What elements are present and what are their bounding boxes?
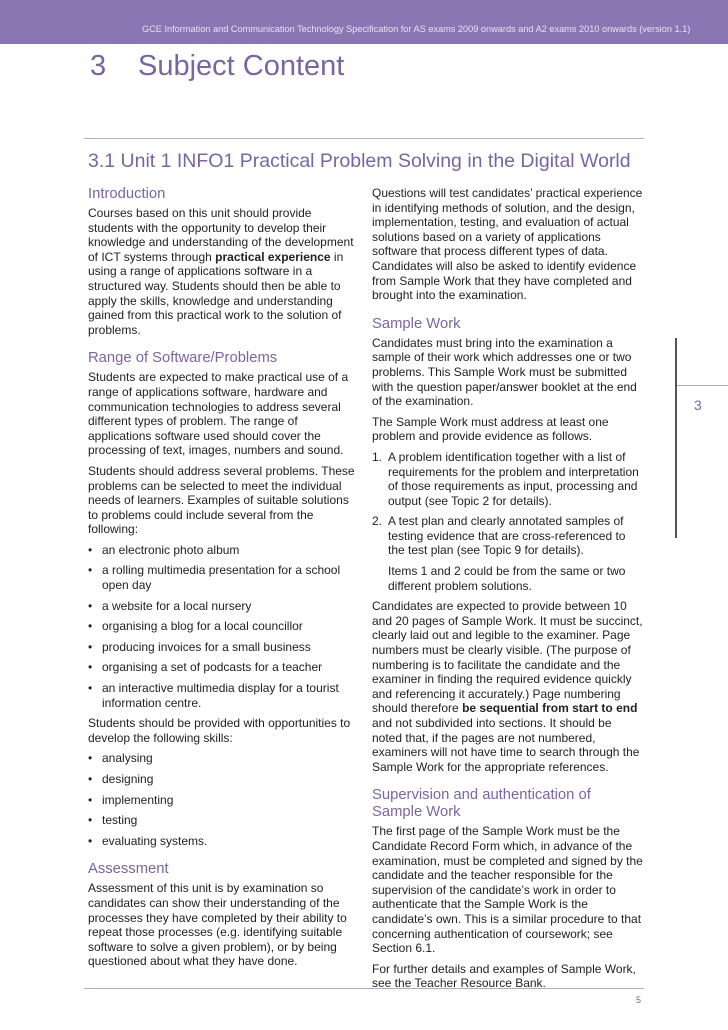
- sample-paragraph-1: Candidates must bring into the examination a sample of their work which addresses one or two problems. This Sample Work must be submitted with the question paper/answer booklet at the end of the examination.: [372, 335, 637, 409]
- section-divider: [84, 138, 644, 139]
- questions-paragraph: Questions will test candidates’ practical experience in identifying methods of solution, and the design, implementation, testing, and evaluation of actual solutions based on a variety of applications software that process different types of data. Candidates will also be asked to identify evidence from Sample Work that they have completed and brought into the examination.: [372, 186, 643, 303]
- list-item: • analysing: [88, 751, 360, 766]
- item-number: 2.: [372, 514, 383, 529]
- pages-bold: be sequential from start to end: [462, 701, 638, 716]
- side-tab-divider: [677, 385, 728, 386]
- range-paragraph-1: Students are expected to make practical use of a range of applications software, hardware and communication technologies to address several different types of problem. The range of applications software used should cover the processing of text, images, numbers and sound.: [88, 370, 349, 458]
- chapter-heading: [90, 50, 344, 83]
- list-item: • evaluating systems.: [88, 834, 360, 849]
- list-item: • an electronic photo album: [88, 543, 360, 558]
- sample-work-heading: Sample Work: [372, 315, 461, 332]
- item-number: 1.: [372, 449, 383, 464]
- supervision-paragraph-1: The first page of the Sample Work must be the Candidate Record Form which, in advance of the examination, must be completed and signed by the candidate and the teacher responsible for the supervision of the candidate’s work in order to authenticate that the Sample Work is the candidate’s own. This is a similar procedure to that concerning authentication of coursework; see Section 6.1.: [372, 824, 643, 956]
- chapter-title: Subject Content: [138, 50, 345, 82]
- chapter-number: 3: [90, 50, 107, 82]
- item-text: A test plan and clearly annotated samples of testing evidence that are cross-referenced to the test plan (see Topic 9 for details).: [388, 514, 626, 558]
- list-item: • producing invoices for a small business: [88, 640, 360, 655]
- list-item: • organising a set of podcasts for a teacher: [88, 660, 360, 675]
- pages-text-1: Candidates are expected to provide between 10 and 20 pages of Sample Work. It must be succinct, clearly laid out and legible to the examiner. Page numbers must be clearly visible. (The purpose of numbering is to facilitate the candidate and the examiner in finding the required evidence quickly and referencing it accurately.) Page numbering should therefore: [372, 599, 643, 716]
- supervision-heading: Supervision and authentication of Sample Work: [372, 787, 591, 821]
- section-title: 3.1 Unit 1 INFO1 Practical Problem Solving in the Digital World: [88, 150, 631, 172]
- list-item: • a rolling multimedia presentation for a school open day: [88, 563, 360, 592]
- intro-bold: practical experience: [215, 249, 331, 264]
- supervision-paragraph-2: For further details and examples of Sample Work, see the Teacher Resource Bank.: [372, 961, 636, 991]
- item-text: A problem identification together with a list of requirements for the problem and interpretation of those requirements as input, processing and output (see Topic 2 for details).: [388, 449, 639, 508]
- list-item: • organising a blog for a local councillor: [88, 619, 360, 634]
- range-heading: Range of Software/Problems: [88, 350, 278, 367]
- list-item: • a website for a local nursery: [88, 599, 360, 614]
- pages-text-2: and not subdivided into sections. It should be noted that, if the pages are not numbered, examiners will not have time to search through the Sample Work for the appropriate references.: [372, 716, 640, 774]
- sample-paragraph-2: The Sample Work must address at least one problem and provide evidence as follows.: [372, 414, 609, 444]
- list-item: • designing: [88, 772, 360, 787]
- evidence-list: [372, 450, 644, 558]
- items-note: Items 1 and 2 could be from the same or two different problem solutions.: [388, 564, 626, 593]
- pages-paragraph: [372, 599, 644, 774]
- list-item: • an interactive multimedia display for a tourist information centre.: [88, 681, 360, 710]
- right-column: [372, 186, 644, 997]
- intro-text-1: Courses based on this unit should provide students with the opportunity to develop their knowledge and understanding of the development of ICT systems through: [88, 206, 354, 264]
- examples-list: [88, 543, 360, 710]
- header-bar: [0, 0, 728, 44]
- page-number: 5: [636, 995, 642, 1005]
- side-tab-number: 3: [694, 397, 702, 413]
- introduction-paragraph: [88, 206, 360, 337]
- list-item: [372, 514, 644, 558]
- introduction-heading: Introduction: [88, 186, 166, 202]
- range-paragraph-2: Students should address several problems. These problems can be selected to meet the individual needs of learners. Examples of suitable solutions to problems could include several from the following:: [88, 463, 355, 537]
- header-text: GCE Information and Communication Technology Specification for AS exams 2009 onwards and A2 exams 2010 onwards (version 1.1): [142, 24, 691, 34]
- footer-divider: [84, 988, 644, 989]
- intro-text-2: in using a range of applications software in a structured way. Students should then be able to apply the skills, knowledge and understanding gained from this practical work to the solution of problems.: [88, 249, 344, 337]
- skills-list: [88, 751, 360, 848]
- skills-intro: Students should be provided with opportunities to develop the following skills:: [88, 716, 351, 745]
- list-item: • testing: [88, 813, 360, 828]
- assessment-heading: Assessment: [88, 861, 169, 878]
- assessment-paragraph: Assessment of this unit is by examination so candidates can show their understanding of the processes they have completed by their ability to repeat those processes (e.g. identifying suitable software to solve a given problem), or by being questioned about what they have done.: [88, 881, 347, 969]
- list-item: • implementing: [88, 793, 360, 808]
- list-item: [372, 450, 644, 508]
- left-column: [88, 186, 360, 975]
- side-marker-line: [675, 338, 677, 538]
